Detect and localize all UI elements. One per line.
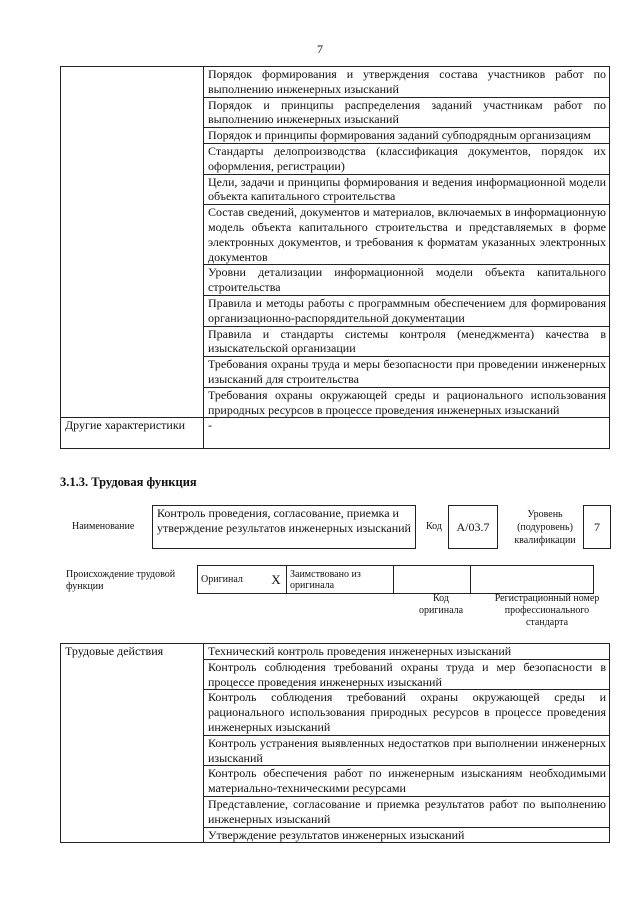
labour-actions-table: [60, 643, 610, 843]
table-cell: Уровни детализации информационной модели объекта капитального строительства: [204, 265, 610, 296]
table-cell: Контроль устранения выявленных недостатков при выполнении инженерных изысканий: [204, 735, 610, 766]
code-label: Код: [426, 521, 442, 532]
qualification-level: 7: [594, 519, 600, 534]
knowledge-table: [60, 66, 610, 449]
table-row: [198, 566, 594, 594]
caption-reg-number: Регистрационный номер профессионального стандарта: [494, 593, 600, 628]
function-code-box: [448, 505, 498, 549]
borrowed-label: Заимствовано из оригинала: [287, 566, 394, 594]
table-row: [61, 67, 610, 98]
labour-actions-label: Трудовые действия: [61, 644, 204, 843]
table-cell: Состав сведений, документов и материалов, включаемых в информационную модель объекта капитального строительства и представляемых в форме электронных документов, и требования к форматам указанных электронных документов: [204, 205, 610, 265]
origin-label: Происхождение трудовой функции: [66, 569, 176, 592]
function-name: Контроль проведения, согласование, приемка и утверждение результатов инженерных изысканий: [157, 506, 411, 535]
table-cell: Порядок формирования и утверждения состава участников работ по выполнению инженерных изысканий: [204, 67, 610, 98]
table-cell: Порядок и принципы распределения заданий участникам работ по выполнению инженерных изысканий: [204, 97, 610, 128]
table-cell: Контроль обеспечения работ по инженерным изысканиям необходимыми материально-техническими ресурсами: [204, 766, 610, 797]
original-label: Оригинал: [198, 566, 267, 594]
table-row: [61, 418, 610, 449]
table-cell: Правила и стандарты системы контроля (менеджмента) качества в изыскательской организации: [204, 326, 610, 357]
table-cell: Контроль соблюдения требований охраны труда и мер безопасности в процессе проведения инженерных изысканий: [204, 659, 610, 690]
table-cell: Утверждение результатов инженерных изысканий: [204, 827, 610, 843]
caption-original-code: Код оригинала: [418, 593, 464, 616]
function-code: А/03.7: [456, 519, 490, 534]
page-number: 7: [317, 42, 323, 56]
other-characteristics-value: -: [204, 418, 610, 449]
level-label: Уровень (подуровень) квалификации: [514, 509, 576, 546]
function-name-box: [152, 505, 416, 549]
table-cell: Требования охраны труда и меры безопасности при проведении инженерных изысканий для строительства: [204, 357, 610, 388]
table-cell: Правила и методы работы с программным обеспечением для формирования организационно-распорядительной документации: [204, 295, 610, 326]
table-row: [61, 644, 610, 660]
origin-table: [197, 565, 594, 594]
table-cell: Технический контроль проведения инженерных изысканий: [204, 644, 610, 660]
other-characteristics-label: Другие характеристики: [61, 418, 204, 449]
qualification-level-box: [583, 505, 611, 549]
table-label-cell: [61, 67, 204, 418]
name-label: Наименование: [72, 521, 135, 532]
table-cell: Порядок и принципы формирования заданий субподрядным организациям: [204, 128, 610, 144]
original-code-cell: [394, 566, 471, 594]
section-heading: 3.1.3. Трудовая функция: [60, 475, 197, 489]
table-cell: Цели, задачи и принципы формирования и ведения информационной модели объекта капитального строительства: [204, 174, 610, 205]
table-cell: Требования охраны окружающей среды и рационального использования природных ресурсов в процессе проведения инженерных изысканий: [204, 387, 610, 418]
reg-number-cell: [471, 566, 594, 594]
original-mark: X: [266, 566, 287, 594]
table-cell: Стандарты делопроизводства (классификация документов, порядок их оформления, регистрации): [204, 143, 610, 174]
table-cell: Контроль соблюдения требований охраны окружающей среды и рационального использования природных ресурсов в процессе проведения инженерных изысканий: [204, 690, 610, 735]
table-cell: Представление, согласование и приемка результатов работ по выполнению инженерных изысканий: [204, 796, 610, 827]
